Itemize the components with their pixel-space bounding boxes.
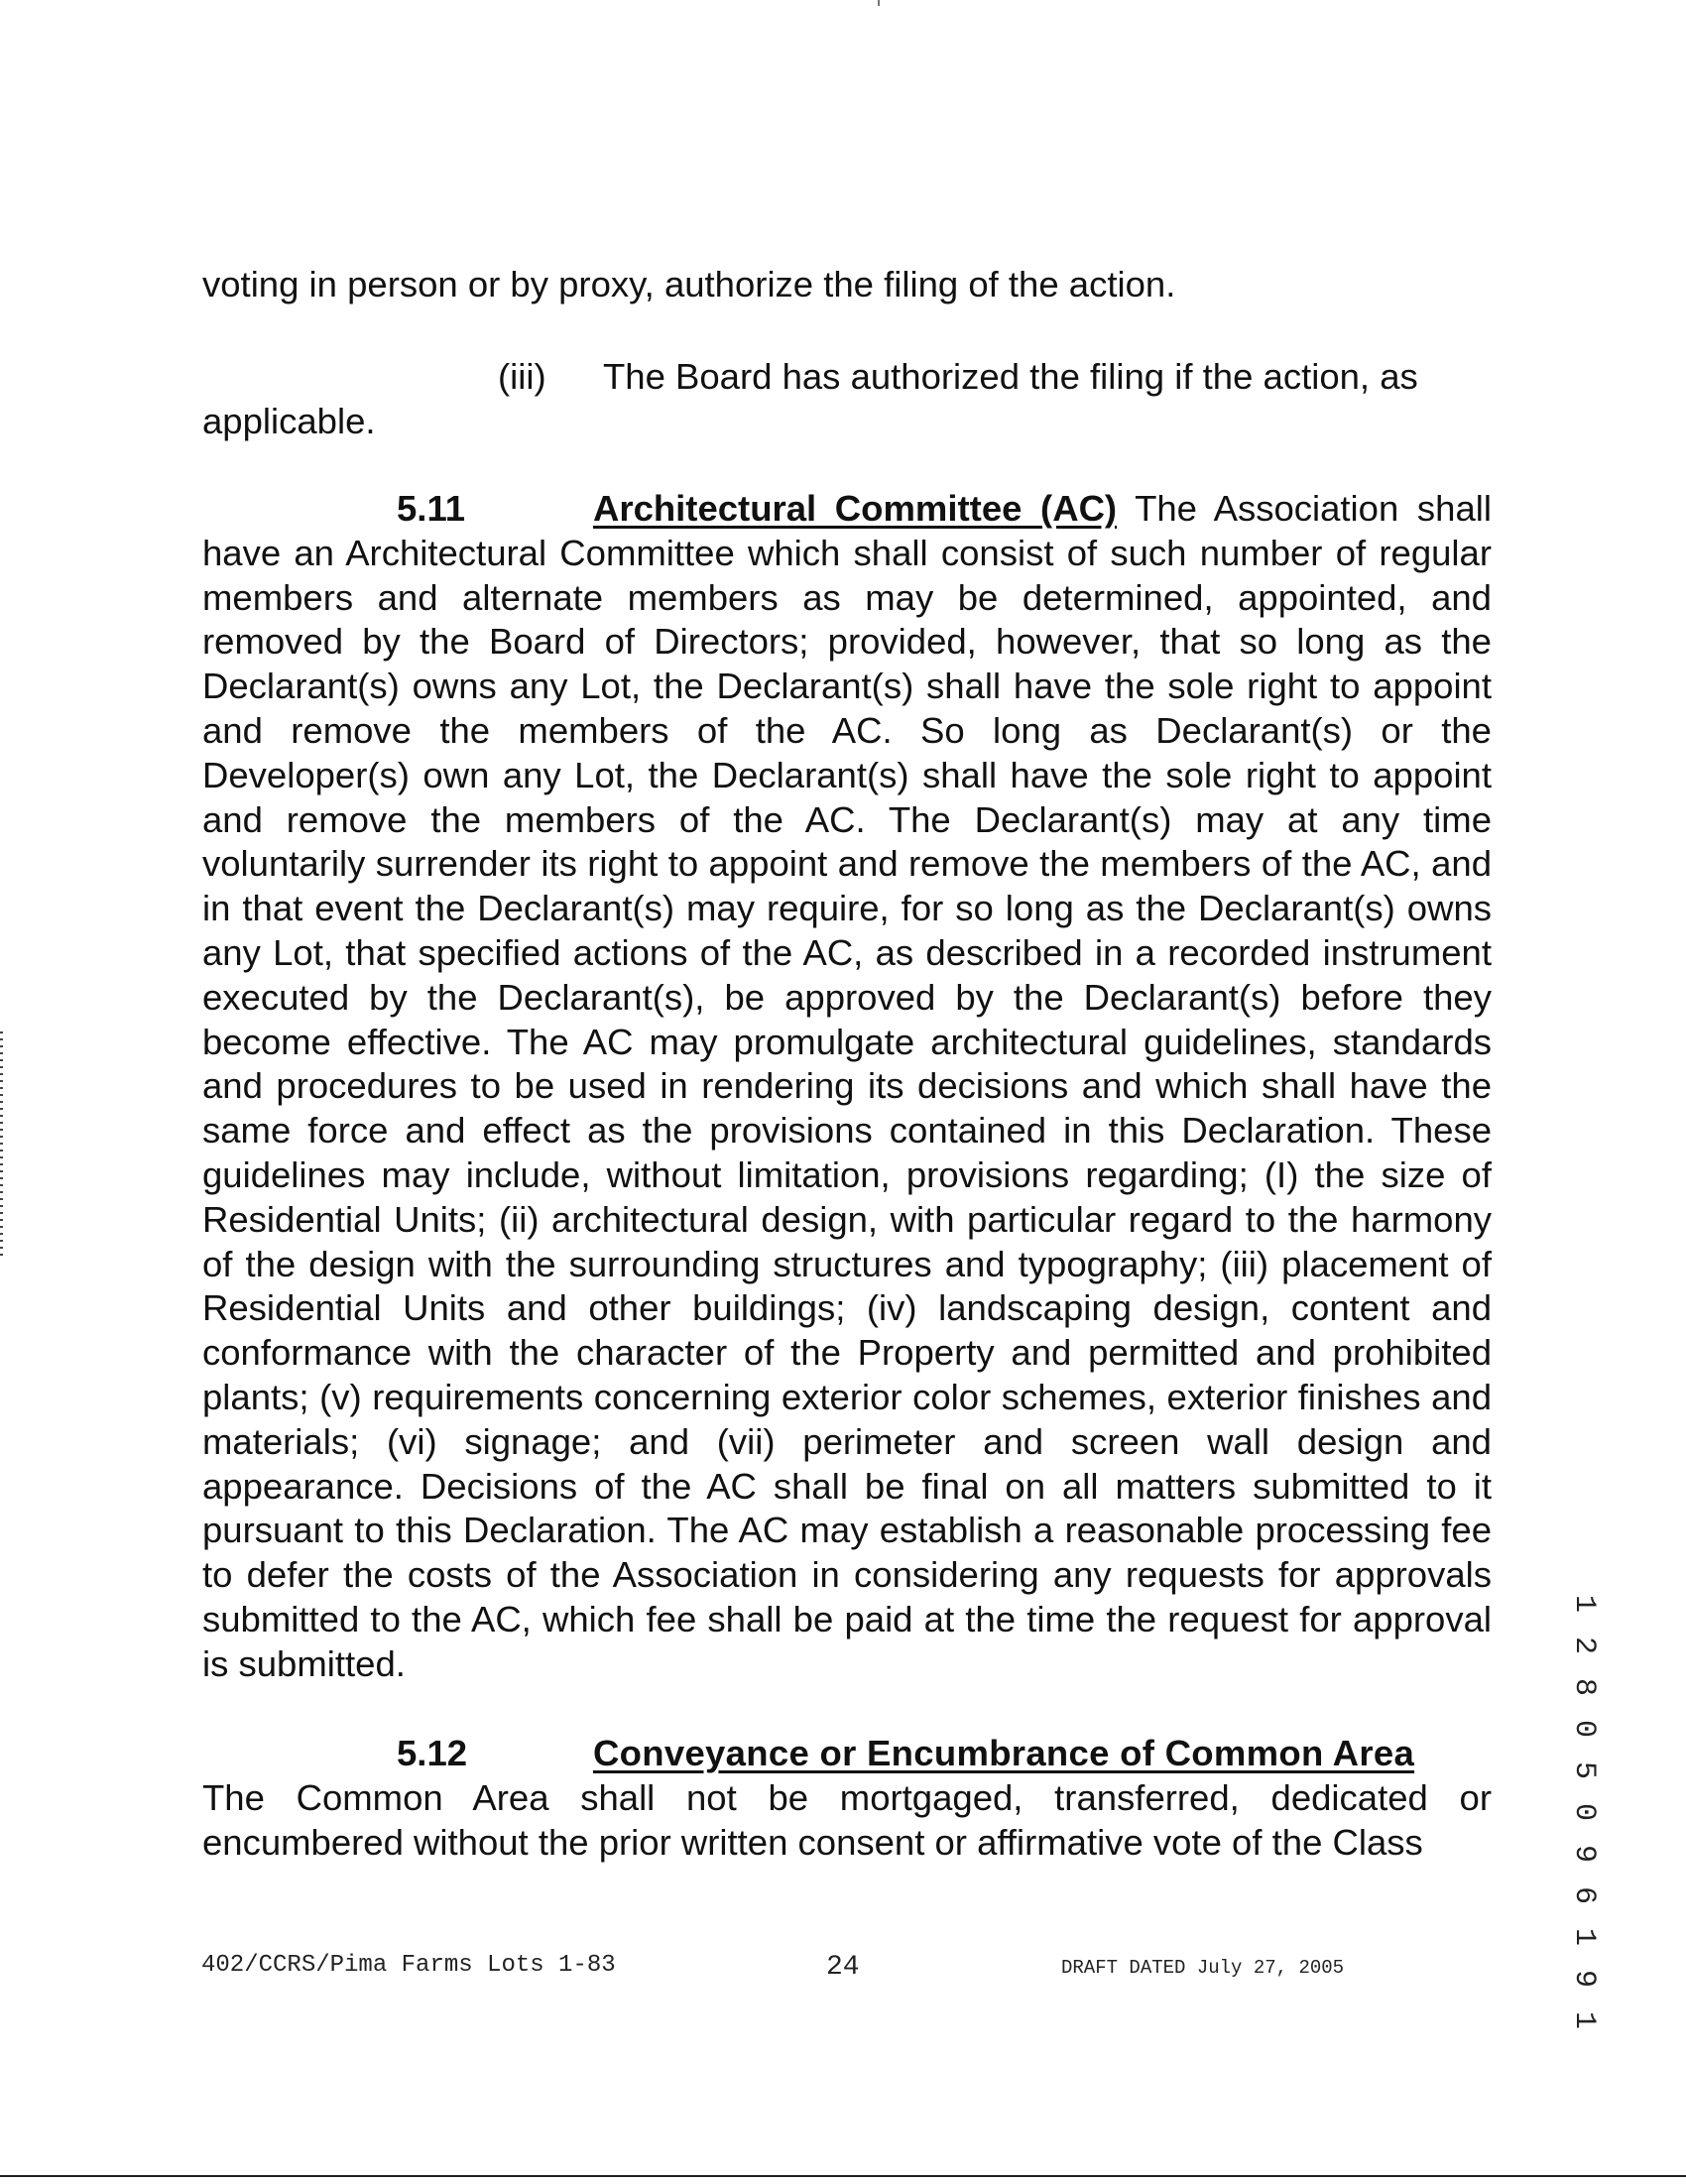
clause-text-second: applicable. [202, 400, 376, 441]
recording-stamp [1567, 1595, 1638, 2033]
footer-page-number: 24 [826, 1952, 860, 1983]
paragraph-continuation: voting in person or by proxy, authorize the filing of the action. [202, 264, 1176, 304]
section-5-12 [202, 1732, 1492, 1865]
section-5-11 [202, 487, 1492, 1687]
clause-number: (iii) [498, 356, 546, 397]
scan-artifact-left-edge [0, 1031, 3, 1260]
section-heading: Conveyance or Encumbrance of Common Area [593, 1733, 1415, 1773]
section-body: The Common Area shall not be mortgaged, transferred, dedicated or encumbered without the prior written consent or affirmative vote of the Class [202, 1776, 1492, 1863]
footer-draft-date: DRAFT DATED July 27, 2005 [1061, 1957, 1345, 1979]
section-number: 5.11 [397, 488, 466, 529]
paragraph-clause-iii [202, 355, 1492, 444]
scan-artifact-top [878, 0, 880, 6]
clause-text-first: The Board has authorized the filing if the action, as [603, 356, 1418, 397]
section-heading: Architectural Committee (AC) [593, 488, 1118, 529]
section-number: 5.12 [397, 1733, 468, 1773]
section-body: The Association shall have an Architectural Committee which shall consist of such number of regular members and alternate members as may be determined, appointed, and removed by the Board of Directors; provided, however, that so long as the Declarant(s) owns any Lot, the Declarant(s) shall have the sole right to appoint and remove the members of the AC. So long as Declarant(s) or the Developer(s) own any Lot, the Declarant(s) shall have the sole right to appoint and remove the members of the AC. The Declarant(s) may at any time voluntarily surrender its right to appoint and remove the members of the AC, and in that event the Declarant(s) may require, for so long as the Declarant(s) owns any Lot, that specified actions of the AC, as described in a recorded instrument executed by the Declarant(s), be approved by the Declarant(s) before they become effective. The AC may promulgate architectural guidelines, standards and procedures to be used in rendering its decisions and which shall have the same force and effect as the provisions contained in this Declaration. These guidelines may include, without limitation, provisions regarding; (I) the size of Residential Units; (ii) architectural design, with particular regard to the harmony of the design with the surrounding structures and typography; (iii) placement of Residential Units and other buildings; (iv) landscaping design, content and conformance with the character of the Property and permitted and prohibited plants; (v) requirements concerning exterior color schemes, exterior finishes and materials; (vi) signage; and (vii) perimeter and screen wall design and appearance. Decisions of the AC shall be final on all matters submitted to it pursuant to this Declaration. The AC may establish a reasonable processing fee to defer the costs of the Association in considering any requests for approvals submitted to the AC, which fee shall be paid at the time the request for approval is submitted. [202, 488, 1492, 1684]
footer-file-reference: 402/CCRS/Pima Farms Lots 1-83 [201, 1952, 616, 1979]
recording-number: 1 2 8 0 5 0 9 6 1 9 1 [1567, 1595, 1601, 2033]
scan-artifact-bottom-edge [0, 2175, 1686, 2177]
